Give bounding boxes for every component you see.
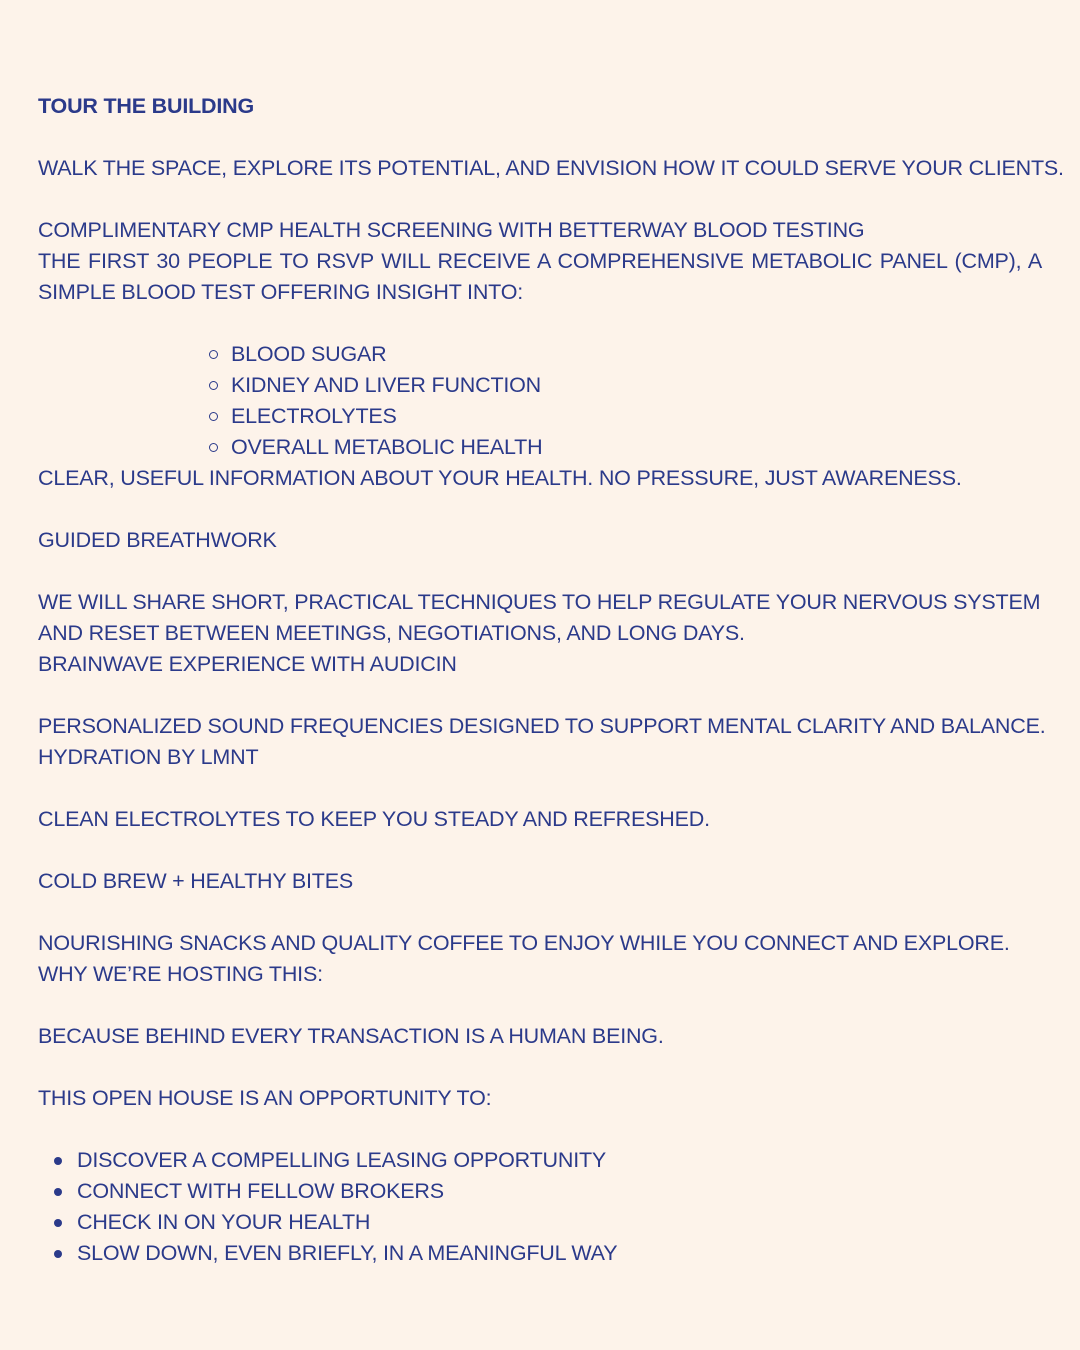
spacer xyxy=(38,897,1042,928)
list-item xyxy=(38,1207,1042,1238)
tour-text: WALK THE SPACE, EXPLORE ITS POTENTIAL, AND ENVISION HOW IT COULD SERVE YOUR CLIENTS. xyxy=(38,156,1064,180)
list-item-label: KIDNEY AND LIVER FUNCTION xyxy=(231,373,541,397)
disc-bullet-icon xyxy=(54,1250,62,1258)
hydration-text: CLEAN ELECTROLYTES TO KEEP YOU STEADY AND REFRESHED. xyxy=(38,807,710,831)
coffee-heading: COLD BREW + HEALTHY BITES xyxy=(38,869,353,893)
spacer xyxy=(38,184,1042,215)
list-item-label: OVERALL METABOLIC HEALTH xyxy=(231,435,543,459)
list-item xyxy=(38,1176,1042,1207)
list-item-label: ELECTROLYTES xyxy=(231,404,397,428)
list-item-label: DISCOVER A COMPELLING LEASING OPPORTUNITY xyxy=(77,1148,607,1172)
list-item-label: CHECK IN ON YOUR HEALTH xyxy=(77,1210,371,1234)
list-item xyxy=(38,1145,1042,1176)
brainwave-heading: BRAINWAVE EXPERIENCE WITH AUDICIN xyxy=(38,652,457,676)
spacer xyxy=(38,494,1042,525)
circle-bullet-icon xyxy=(209,443,218,452)
circle-bullet-icon xyxy=(209,412,218,421)
spacer xyxy=(38,308,1042,339)
disc-bullet-icon xyxy=(54,1188,62,1196)
spacer xyxy=(38,773,1042,804)
circle-bullet-icon xyxy=(209,350,218,359)
breathwork-heading: GUIDED BREATHWORK xyxy=(38,528,277,552)
spacer xyxy=(38,122,1042,153)
coffee-text: NOURISHING SNACKS AND QUALITY COFFEE TO ENJOY WHILE YOU CONNECT AND EXPLORE. xyxy=(38,931,1010,955)
tour-heading: TOUR THE BUILDING xyxy=(38,94,254,118)
why-intro: THIS OPEN HOUSE IS AN OPPORTUNITY TO: xyxy=(38,1086,492,1110)
list-item-label: SLOW DOWN, EVEN BRIEFLY, IN A MEANINGFUL WAY xyxy=(77,1241,618,1265)
disc-bullet-icon xyxy=(54,1157,62,1165)
list-item xyxy=(38,370,1042,401)
list-item-label: BLOOD SUGAR xyxy=(231,342,387,366)
list-item xyxy=(38,1238,1042,1269)
spacer xyxy=(38,680,1042,711)
spacer xyxy=(38,1052,1042,1083)
list-item xyxy=(38,432,1042,463)
cmp-closing: CLEAR, USEFUL INFORMATION ABOUT YOUR HEALTH. NO PRESSURE, JUST AWARENESS. xyxy=(38,466,962,490)
spacer xyxy=(38,835,1042,866)
circle-bullet-icon xyxy=(209,381,218,390)
list-item-label: CONNECT WITH FELLOW BROKERS xyxy=(77,1179,444,1203)
disc-bullet-icon xyxy=(54,1219,62,1227)
why-list xyxy=(38,1145,1042,1269)
spacer xyxy=(38,556,1042,587)
spacer xyxy=(38,990,1042,1021)
hydration-heading: HYDRATION BY LMNT xyxy=(38,745,259,769)
why-heading: WHY WE’RE HOSTING THIS: xyxy=(38,962,323,986)
spacer xyxy=(38,1114,1042,1145)
breathwork-text-line2: AND RESET BETWEEN MEETINGS, NEGOTIATIONS, AND LONG DAYS. xyxy=(38,621,745,645)
cmp-text: THE FIRST 30 PEOPLE TO RSVP WILL RECEIVE A COMPREHENSIVE METABOLIC PANEL (CMP), A SIMPLE BLOOD TEST OFFERING INSIGHT INTO: xyxy=(38,249,1042,304)
why-text: BECAUSE BEHIND EVERY TRANSACTION IS A HUMAN BEING. xyxy=(38,1024,664,1048)
list-item xyxy=(38,339,1042,370)
brainwave-text: PERSONALIZED SOUND FREQUENCIES DESIGNED TO SUPPORT MENTAL CLARITY AND BALANCE. xyxy=(38,714,1046,738)
cmp-list xyxy=(38,339,1042,463)
list-item xyxy=(38,401,1042,432)
breathwork-text-line1: WE WILL SHARE SHORT, PRACTICAL TECHNIQUES TO HELP REGULATE YOUR NERVOUS SYSTEM xyxy=(38,590,1041,614)
cmp-heading: COMPLIMENTARY CMP HEALTH SCREENING WITH BETTERWAY BLOOD TESTING xyxy=(38,218,865,242)
